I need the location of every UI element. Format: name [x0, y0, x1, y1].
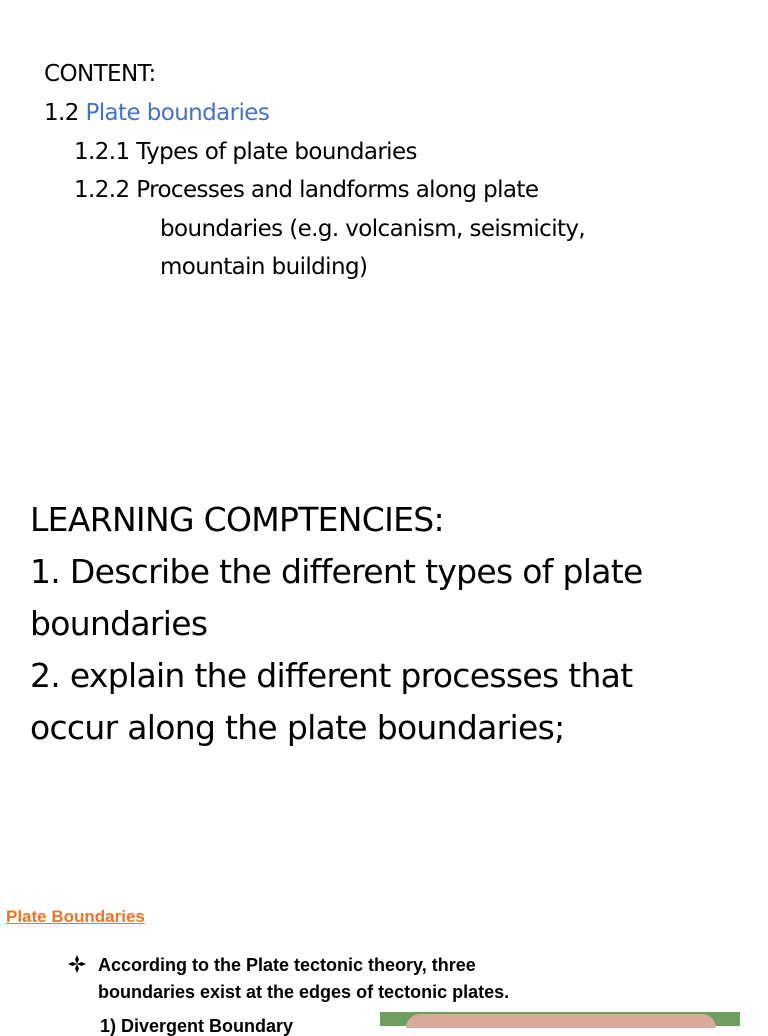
competency-heading: LEARNING COMPTENCIES: [30, 500, 444, 539]
competency-item-2-line-1: 2. explain the different processes that [30, 656, 633, 695]
map-land-area [406, 1014, 716, 1028]
plates-title: Plate Boundaries [6, 907, 145, 926]
competency-item-1-line-2: boundaries [30, 604, 208, 643]
section-number: 1.2 [44, 100, 79, 126]
content-heading: CONTENT: [44, 61, 156, 87]
competency-slide [0, 490, 768, 770]
content-item-processes-line-2: boundaries (e.g. volcanism, seismicity, [160, 216, 586, 242]
divergent-boundary-item: 1) Divergent Boundary [100, 1016, 294, 1036]
world-map-icon [380, 1012, 740, 1026]
content-item-types: 1.2.1 Types of plate boundaries [74, 139, 417, 165]
bullet-text-line-1: According to the Plate tectonic theory, three [98, 955, 476, 975]
bullet-text-line-2: boundaries exist at the edges of tectonic plates. [98, 982, 510, 1002]
content-slide [0, 0, 768, 300]
four-diamond-bullet-icon [68, 955, 86, 973]
section-title: Plate boundaries [85, 100, 270, 126]
competency-item-1-line-1: 1. Describe the different types of plate [30, 552, 643, 591]
competency-item-2-line-2: occur along the plate boundaries; [30, 708, 565, 747]
content-item-processes-line-1: 1.2.2 Processes and landforms along plate [74, 177, 539, 203]
plates-slide [0, 890, 768, 1036]
content-item-processes-line-3: mountain building) [160, 254, 368, 280]
section-line [44, 102, 269, 125]
